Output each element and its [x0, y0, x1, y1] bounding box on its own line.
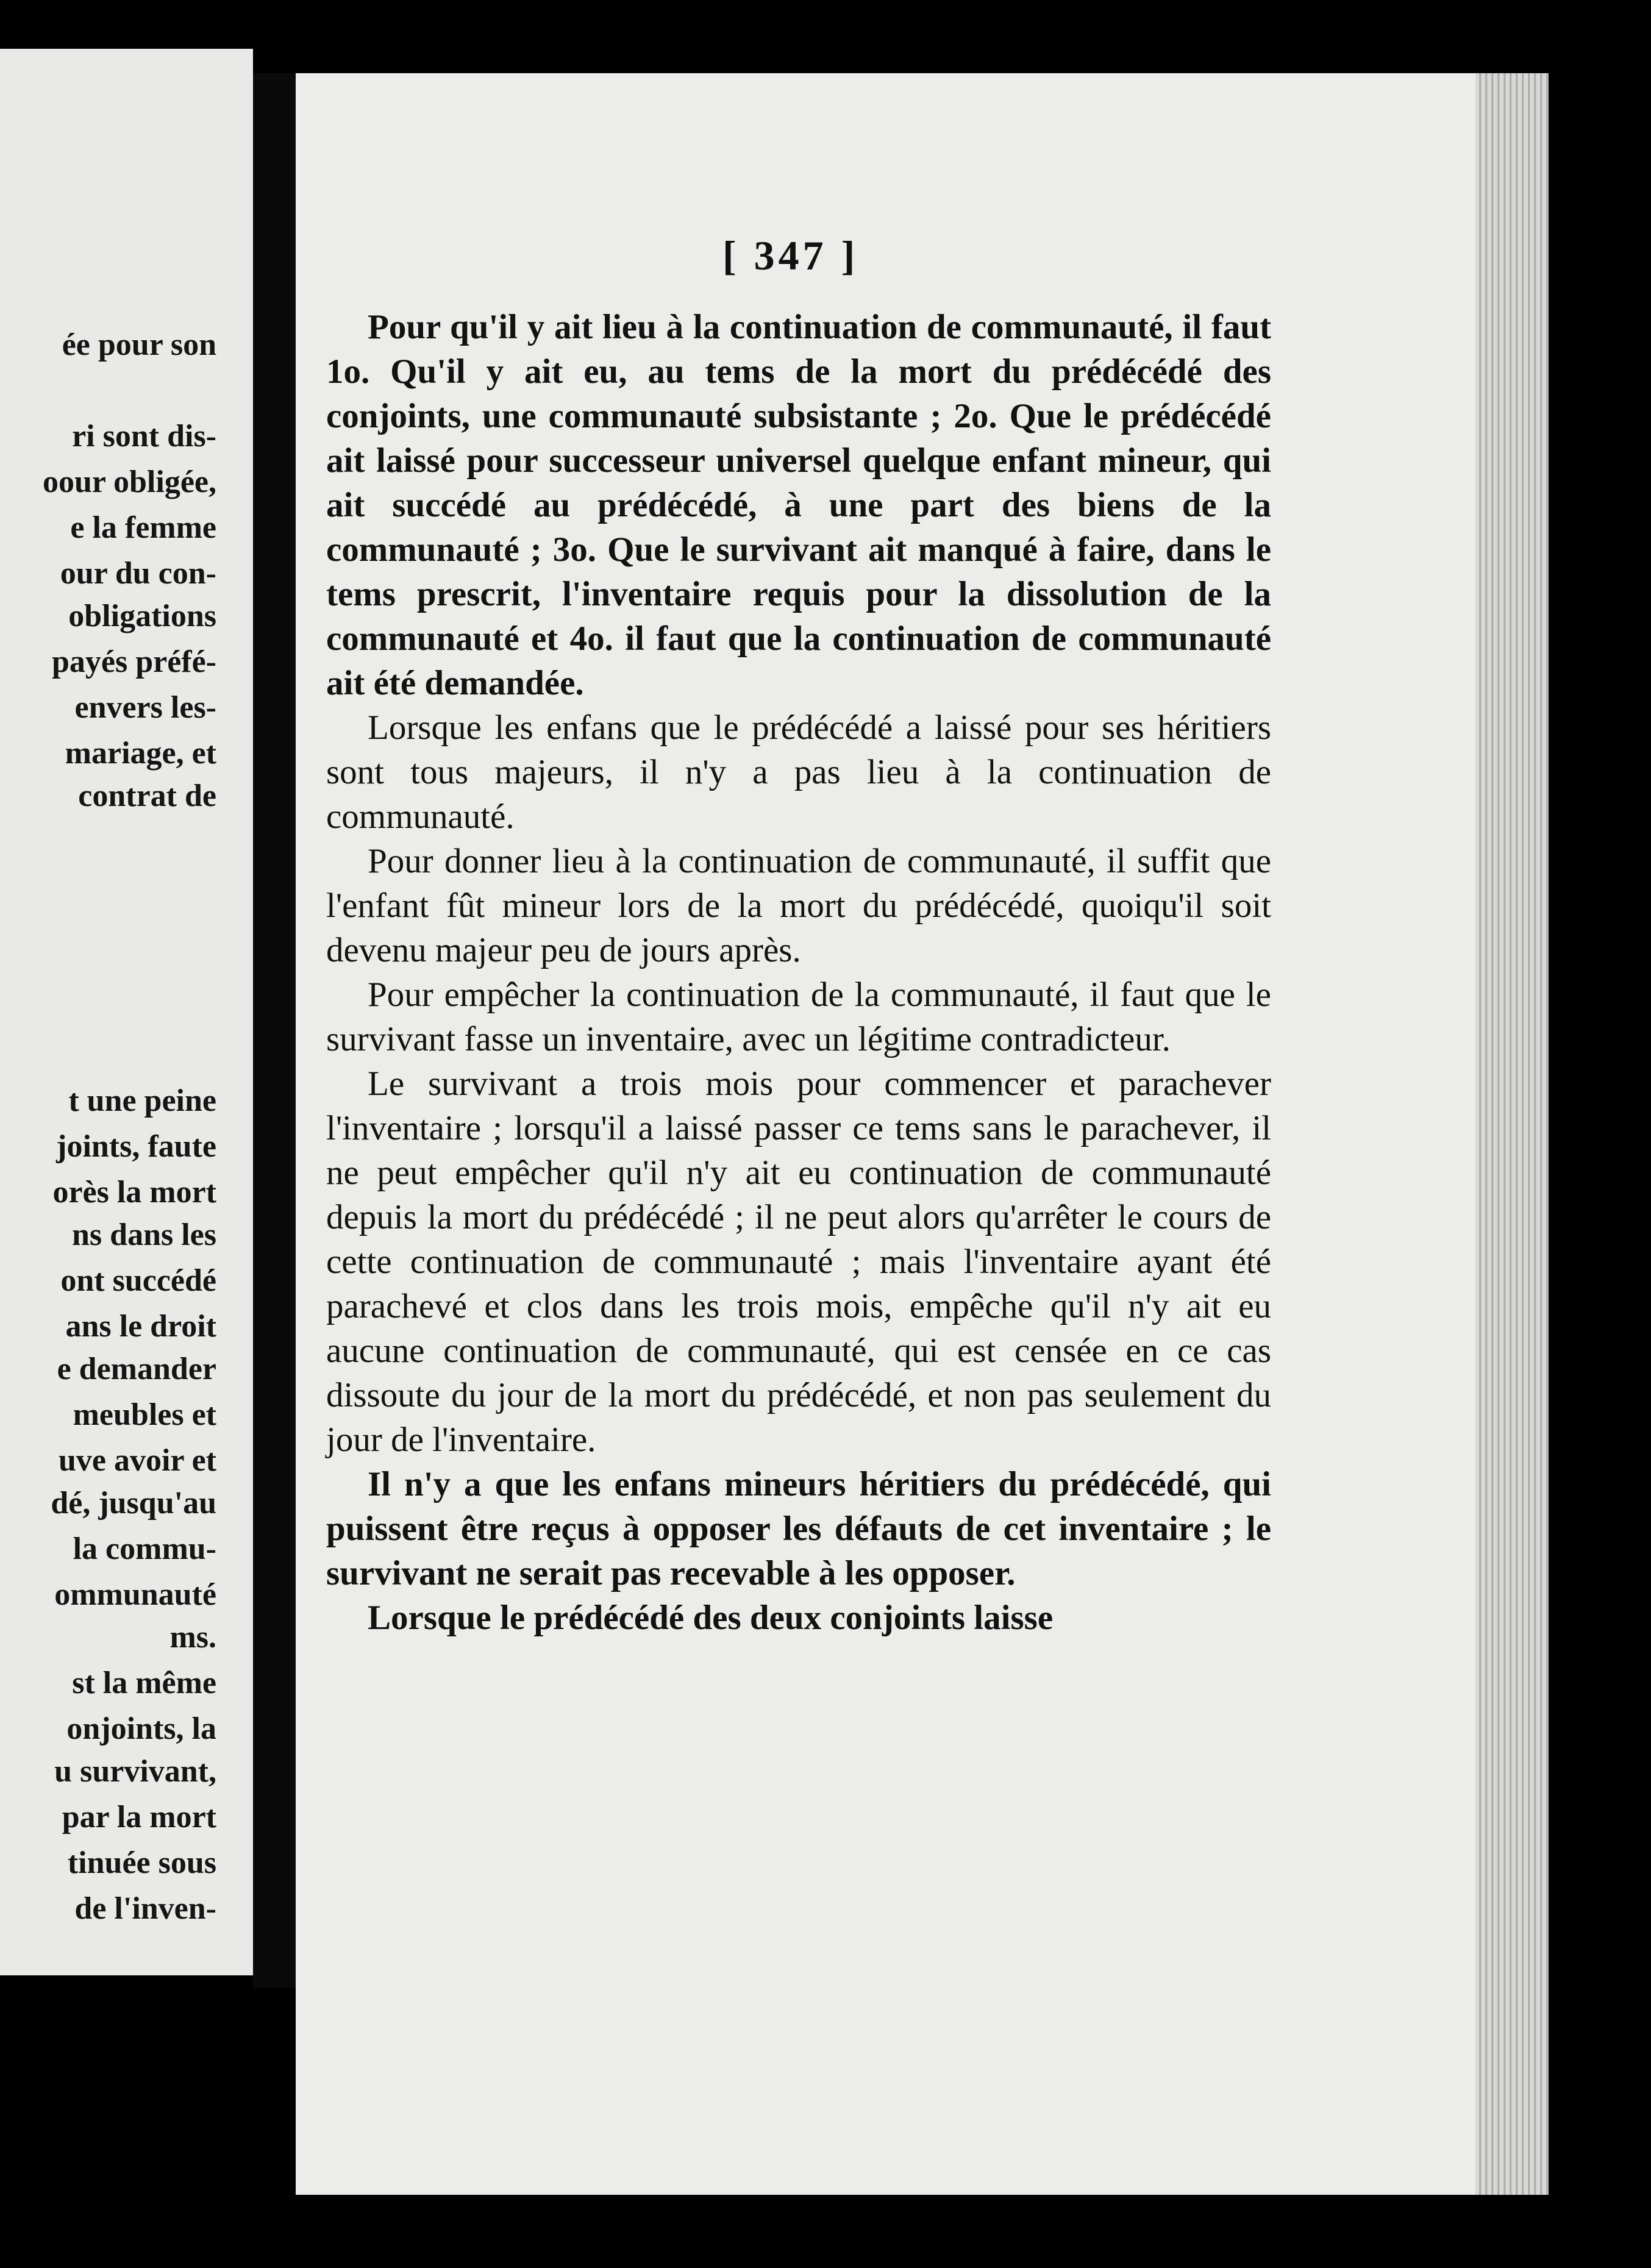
left-line-25: onjoints, la [66, 1711, 216, 1746]
facing-page-fragment [0, 49, 253, 1975]
left-line-10: contrat de [78, 779, 216, 813]
paragraph-1: Pour qu'il y ait lieu à la continuation de communauté, il faut 1o. Qu'il y ait eu, au tems de la mort du prédécédé des conjoints, une communauté subsistante ; 2o. Que le prédécédé ait laissé pour successeur universel quelque enfant mineur, qui ait succédé au prédécédé, à une part des biens de la communauté ; 3o. Que le survivant ait manqué à faire, dans le tems prescrit, l'inventaire requis pour la dissolution de la communauté et 4o. il faut que la continuation de communauté ait été demandée. [326, 308, 1271, 702]
left-line-19: uve avoir et [59, 1443, 216, 1478]
left-line-4: e la femme [70, 510, 216, 545]
paragraph-5: Le survivant a trois mois pour commencer et parachever l'inventaire ; lorsqu'il a laissé passer ce tems sans le parachever, il ne peut empêcher qu'il n'y ait eu continuation de communauté depuis la mort du prédécédé ; il ne peut alors qu'arrêter le cours de cette continuation de communauté ; mais l'inventaire ayant été parachevé et clos dans les trois mois, empêche qu'il n'y ait eu aucune continuation de communauté, qui est censée en ce cas dissoute du jour de la mort du prédécédé, et non pas seulement du jour de l'inventaire. [326, 1064, 1271, 1459]
left-line-1: ée pour son [62, 327, 216, 362]
left-line-28: tinuée sous [67, 1845, 216, 1880]
left-line-21: la commu- [73, 1532, 216, 1566]
left-line-16: ans le droit [65, 1309, 216, 1344]
paragraph-6: Il n'y a que les enfans mineurs héritiers du prédécédé, qui puissent être reçus à opposer les défauts de cet inventaire ; le survivant ne serait pas recevable à les opposer. [326, 1465, 1271, 1592]
left-line-22: ommunauté [54, 1577, 216, 1612]
left-line-8: envers les- [74, 690, 216, 725]
left-line-27: par la mort [62, 1800, 216, 1835]
left-line-29: de l'inven- [74, 1891, 216, 1926]
page-edges [1475, 73, 1549, 2195]
left-line-17: e demander [57, 1352, 216, 1386]
left-line-11: t une peine [68, 1083, 216, 1118]
left-line-24: st la même [72, 1666, 216, 1700]
left-line-6: obligations [68, 599, 216, 633]
paragraph-2: Lorsque les enfans que le prédécédé a laissé pour ses héritiers sont tous majeurs, il n'y a pas lieu à la continuation de communauté. [326, 708, 1271, 836]
left-line-7: payés préfé- [51, 644, 216, 679]
left-line-12: joints, faute [56, 1129, 216, 1164]
left-line-13: orès la mort [52, 1175, 216, 1210]
page-number: [ 347 ] [722, 232, 859, 279]
paragraph-7: Lorsque le prédécédé des deux conjoints laisse [368, 1599, 1054, 1637]
paragraph-4: Pour empêcher la continuation de la communauté, il faut que le survivant fasse un inventaire, avec un légitime contradicteur. [326, 975, 1271, 1058]
left-line-5: our du con- [60, 556, 216, 591]
left-line-2: ri sont dis- [72, 419, 216, 454]
left-line-18: meubles et [73, 1397, 216, 1432]
page-body [326, 305, 1271, 1640]
left-line-20: dé, jusqu'au [51, 1486, 216, 1521]
left-line-9: mariage, et [65, 736, 216, 771]
left-line-15: ont succédé [60, 1263, 216, 1298]
left-line-26: u survivant, [54, 1754, 216, 1789]
left-line-23: ms. [169, 1620, 216, 1655]
book-gutter [253, 73, 296, 1988]
left-line-3: oour obligée, [42, 465, 216, 499]
left-line-14: ns dans les [72, 1218, 216, 1252]
paragraph-3: Pour donner lieu à la continuation de communauté, il suffit que l'enfant fût mineur lors de la mort du prédécédé, quoiqu'il soit devenu majeur peu de jours après. [326, 842, 1271, 969]
